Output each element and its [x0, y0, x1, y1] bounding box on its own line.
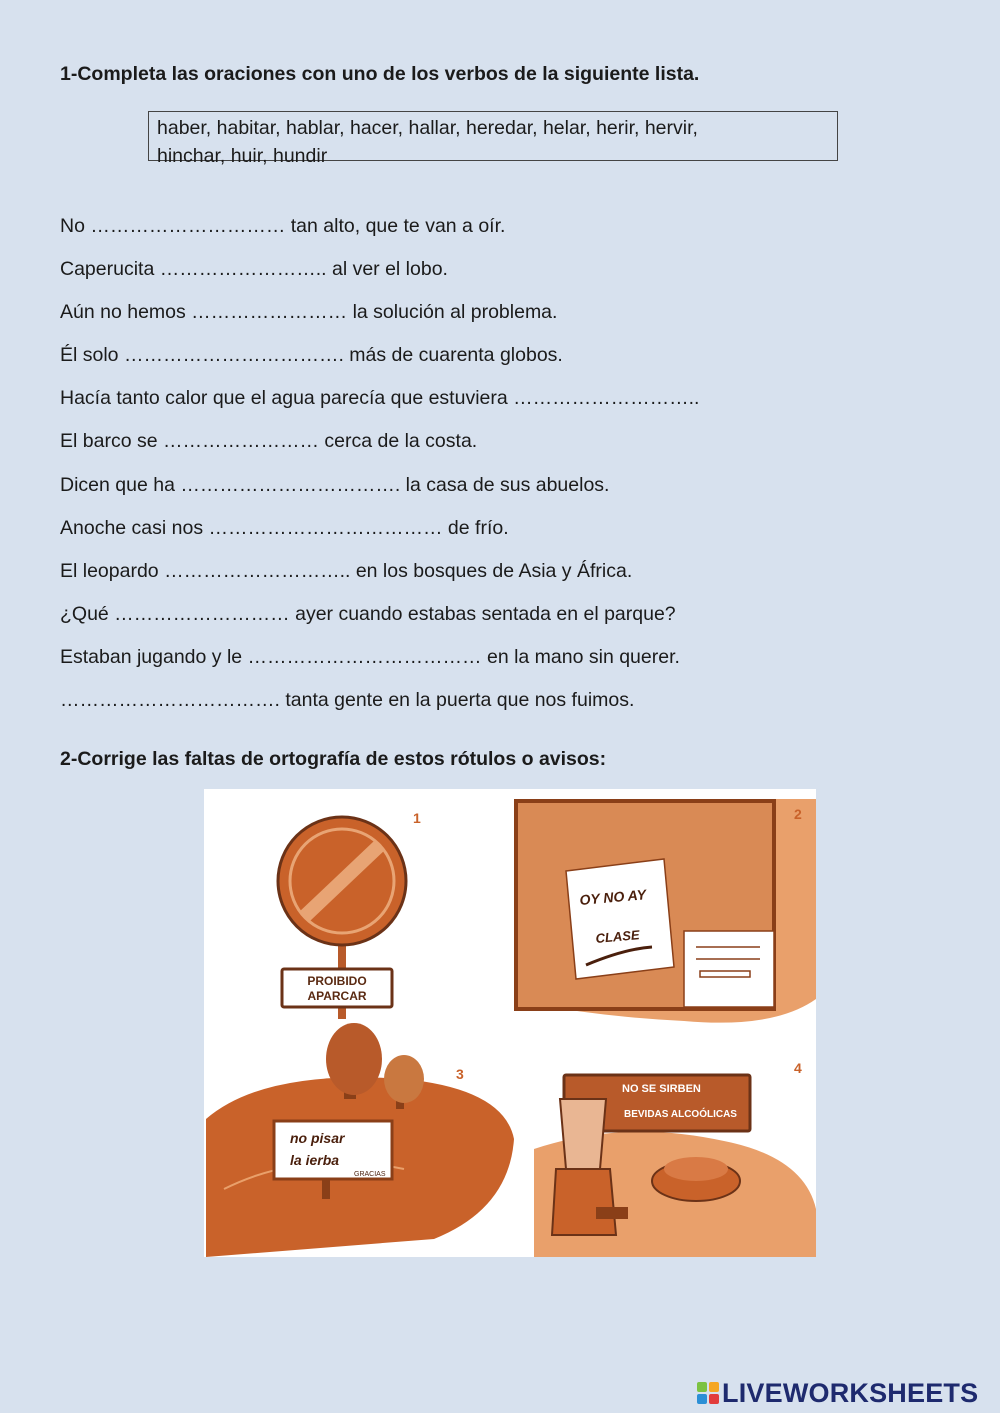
- section1-title: 1-Completa las oraciones con uno de los verbos de la siguiente lista.: [60, 63, 700, 85]
- panel-1-number: 1: [413, 810, 421, 826]
- sentence-4: Él solo ……………………………. más de cuarenta globos.: [60, 344, 563, 366]
- sentence-11: Estaban jugando y le ……………………………… en la mano sin querer.: [60, 646, 680, 668]
- verb-list-box: [148, 111, 838, 167]
- sentence-12: ……………………………. tanta gente en la puerta que nos fuimos.: [60, 689, 635, 711]
- verb-list-line-2: hinchar, huir, hundir: [157, 145, 328, 167]
- section2-title: 2-Corrige las faltas de ortografía de estos rótulos o avisos:: [60, 748, 607, 770]
- sentence-6: El barco se …………………… cerca de la costa.: [60, 430, 478, 452]
- liveworksheets-logo: [697, 1376, 978, 1410]
- panel-2: [516, 799, 816, 1023]
- sentence-3: Aún no hemos …………………… la solución al problema.: [60, 301, 558, 323]
- panel-3: [206, 1023, 514, 1257]
- sentence-1: No ………………………… tan alto, que te van a oír.: [60, 215, 506, 237]
- sentence-8: Anoche casi nos ……………………………… de frío.: [60, 517, 509, 539]
- panel-3-sign-line-3: GRACIAS: [354, 1171, 386, 1178]
- panel-3-sign-line-1: no pisar: [290, 1130, 345, 1146]
- sentence-5: Hacía tanto calor que el agua parecía que estuviera ………………………..: [60, 387, 700, 409]
- logo-mark-icon: [697, 1382, 719, 1404]
- panel-4-sign-line-2: BEVIDAS ALCOÓLICAS: [624, 1109, 737, 1120]
- panel-4-number: 4: [794, 1060, 802, 1076]
- sentence-9: El leopardo ……………………….. en los bosques de Asia y África.: [60, 560, 633, 582]
- panel-2-note-line-1: OY NO AY: [578, 886, 647, 908]
- panel-4: [534, 1060, 816, 1257]
- panel-2-note-line-2: CLASE: [594, 927, 641, 946]
- panel-2-number: 2: [794, 806, 802, 822]
- panel-1-sign-line-2: APARCAR: [307, 989, 367, 1003]
- verb-list-line-1: haber, habitar, hablar, hacer, hallar, heredar, helar, herir, hervir,: [157, 117, 698, 139]
- logo-text: LIVEWORKSHEETS: [722, 1377, 979, 1408]
- panel-3-sign-line-2: la ierba: [290, 1152, 340, 1168]
- panel-4-sign-line-1: NO SE SIRBEN: [622, 1083, 701, 1095]
- panel-1: [278, 810, 421, 1019]
- panel-1-sign-line-1: PROIBIDO: [307, 974, 367, 988]
- sentence-10: ¿Qué ……………………… ayer cuando estabas sentada en el parque?: [60, 603, 676, 625]
- panel-3-number: 3: [456, 1066, 464, 1082]
- signs-illustration: [204, 789, 816, 1257]
- sentence-7: Dicen que ha ……………………………. la casa de sus abuelos.: [60, 474, 610, 496]
- sentence-2: Caperucita …………………….. al ver el lobo.: [60, 258, 448, 280]
